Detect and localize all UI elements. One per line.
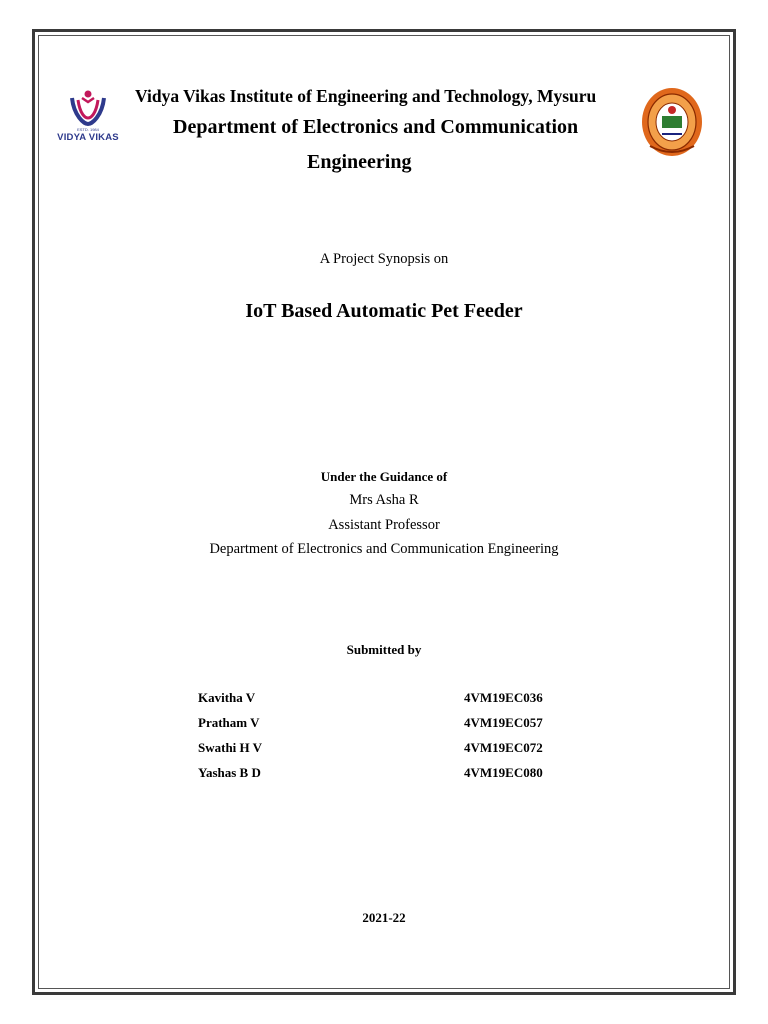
vidya-vikas-logo-icon xyxy=(52,88,124,148)
student-usn: 4VM19EC057 xyxy=(464,715,543,730)
project-title: IoT Based Automatic Pet Feeder xyxy=(245,300,523,322)
guide-department: Department of Electronics and Communication Engineering xyxy=(209,541,559,557)
logo-estd-text: ESTD. 1984 xyxy=(77,127,99,132)
submitted-by-heading: Submitted by xyxy=(346,642,422,657)
student-name: Pratham V xyxy=(198,715,260,730)
guide-designation: Assistant Professor xyxy=(328,517,440,533)
student-name: Swathi H V xyxy=(198,740,263,755)
institute-name: Vidya Vikas Institute of Engineering and Technology, Mysuru xyxy=(135,86,597,106)
department-line1: Department of Electronics and Communication xyxy=(173,116,579,138)
student-usn: 4VM19EC072 xyxy=(464,740,543,755)
student-name: Kavitha V xyxy=(198,690,256,705)
student-name: Yashas B D xyxy=(198,765,261,780)
page-border-inner xyxy=(38,35,730,989)
synopsis-intro: A Project Synopsis on xyxy=(319,251,449,267)
student-usn: 4VM19EC080 xyxy=(464,765,543,780)
academic-year: 2021-22 xyxy=(362,910,406,925)
department-line2: Engineering xyxy=(307,151,412,173)
guide-name: Mrs Asha R xyxy=(349,492,419,508)
logo-text: VIDYA VIKAS xyxy=(57,132,119,143)
university-seal-icon xyxy=(640,86,704,158)
student-usn: 4VM19EC036 xyxy=(464,690,543,705)
guidance-heading: Under the Guidance of xyxy=(320,469,448,484)
